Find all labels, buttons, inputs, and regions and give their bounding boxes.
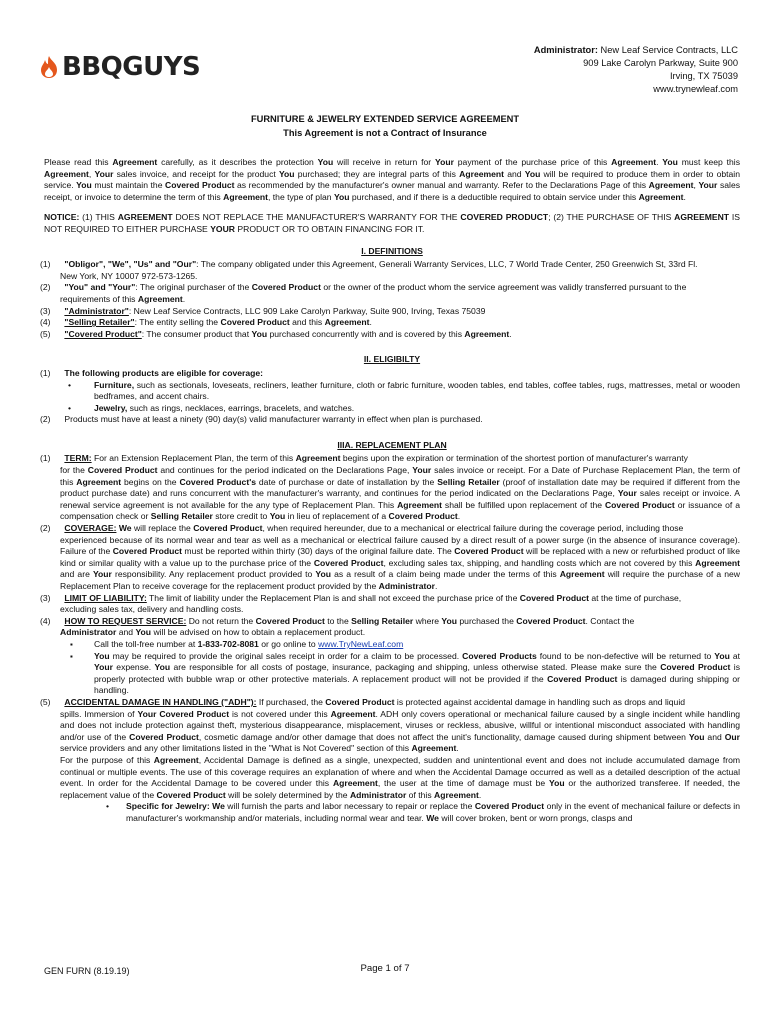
definition-item: (3) "Administrator": New Leaf Service Contracts, LLC 909 Lake Carolyn Parkway, Suite 900, Irving, Texas 75039	[40, 305, 486, 316]
intro-paragraph: Please read this Agreement carefully, as it describes the protection You will receive in return for Your payment of the purchase price of this Agreement. You must keep this Agreement, Your sales invoice, and receipt for the product You purchased; they are integral parts of this Agreement and You will be required to produce them in order to obtain service. You must maintain the Covered Product as recommended by the manufacturer's owner manual and warranty. Refer to the Declarations Page of this Agreement, Your sales receipt, or invoice to determine the term of this Agreement, the type of plan You purchased, and if there is a deductible required to obtain service under this Agreement.	[44, 157, 741, 202]
trynewleaf-link[interactable]: www.TryNewLeaf.com	[318, 638, 404, 649]
admin-website: www.trynewleaf.com	[653, 84, 738, 94]
logo-text: BBQGUYS	[62, 52, 201, 82]
definition-item: (5) "Covered Product": The consumer product that You purchased concurrently with and is covered by this Agreement.	[40, 328, 512, 339]
agreement-body: Please read this Agreement carefully, as it describes the protection You will receive in return for Your payment of the purchase price of this Agreement. You must keep this Agreement, Your sales invoice, and receipt for the product You purchased; they are integral parts of this Agreement and You will be required to produce them in order to obtain service. You must maintain the Covered Product as recommended by the manufacturer's owner manual and warranty. Refer to the Declarations Page of this Agreement, Your sales receipt, or invoice to determine the term of this Agreement, the type of plan You purchased, and if there is a deductible required to obtain service under this Agreement. NOTICE: (1) THIS AGREEMENT DOES NOT REPLACE THE MANUFACTURER'S WARRANTY FOR THE COVERED PRODUCT; (2) THE PURCHASE OF THIS AGREEMENT IS NOT REQUIRED TO EITHER PURCHASE YOUR PRODUCT OR TO OBTAIN FINANCING FOR IT. I. DEFINITIONS (1) "Obligor", "We", "Us" and "Our": The company obligated under this Agreement, Generali Warranty Services, LLC, 7 World Trade Center, 250 Greenwich St, 33rd Fl. New York, NY 10007 972-573-1265. (2) "You" and "Your": The original purchaser of the Covered Product or the owner of the product whom the service agreement was validly transferred pursuant to the requirements of this Agreement. (3) "Administrator": New Leaf Service Contracts, LLC 909 Lake Carolyn Parkway, Suite 900, Irving, Texas 75039 (4) "Selling Retailer": The entity selling the Covered Product and this Agreement. (5) "Covered Product": The consumer product that You purchased concurrently with and is covered by this Agreement. II. ELIGIBILTY (1) The following products are eligible for coverage: • Furniture, such as sectionals, loveseats, recliners, leather furniture, cloth or fabric furniture, wooden tables, end tables, coffee tables, rugs, mattresses, metal or wooden bedframes, and accent chairs. • Jewelry, such as rings, necklaces, earrings, bracelets, and watches. (2) Products must have at least a ninety (90) day(s) valid manufacturer warranty in effect when plan is purchased. IIIA. REPLACEMENT PLAN (1) TERM: For an Extension Replacement Plan, the term of this Agreement begins upon the expiration or termination of the shortest portion of manufacturer's warranty for the Covered Product and continues for the period indicated on the Declarations Page, Your sales invoice or receipt. For a Date of Purchase Replacement Plan, the term of this Agreement begins on the Covered Product's date of purchase or date of installation by the Selling Retailer (proof of installation date may be required if different from the product purchase date) and runs concurrent with the manufacturer's warranty, and continues for the period indicated on the Declarations Page, Your sales receipt or invoice. A renewal service agreement is not available for the any type of Replacement Plan. This Agreement shall be fulfilled upon replacement of the Covered Product or issuance of a compensation check or Selling Retailer store credit to You in lieu of replacement of a Covered Product. (2) COVERAGE: We will replace the Covered Product, when required hereunder, due to a mechanical or electrical failure during the coverage period, including those experienced because of its normal wear and tear as well as a mechanical or electrical failure caused by a direct result of a power surge (in the absence of insurance coverage). Failure of the Covered Product must be reported within thirty (30) days of the original failure date. The Covered Product will be replaced with a new or refurbished product of like kind or similar quality with a value up to the purchase price of the Covered Product, excluding sales tax, shipping, and handling costs which are not covered by this Agreement and are Your responsibility. Any replacement product provided to You as a result of a claim being made under the terms of this Agreement will require the purchase of a new Replacement Plan to receive coverage for the replacement product provided by the Administrator. (3) LIMIT OF LIABILITY: The limit of liability under the Replacement Plan is and shall not exceed the purchase price of the Covered Product at the time of purchase, excluding sales tax, delivery and handling costs. (4) HOW TO REQUEST SERVICE: Do not return the Covered Product to the Selling Retailer where You purchased the Covered Product. Contact the Administrator and You will be advised on how to obtain a replacement product. ▪ Call the toll-free number at 1-833-702-8081 or go online to www.TryNewLeaf.com ▪ You may be required to provide the original sales receipt in order for a claim to be processed. Covered Products found to be non-defective will be returned to You at Your expense. You are responsible for all costs of postage, insurance, packaging and shipping, unless otherwise stated. Please make sure the Covered Product is properly protected with bubble wrap or other protective materials. A replacement product will not be provided if the Covered Product is damaged during shipping or handling. (5) ACCIDENTAL DAMAGE IN HANDLING ("ADH"): If purchased, the Covered Product is protected against accidental damage in handling such as drops and liquid spills. Immersion of Your Covered Product is not covered under this Agreement. ADH only covers operational or mechanical failure caused by a single incident while handling and does not include protection against theft, mysterious disappearance, misplacement, viruses or reckless, abusive, willful or intentional misconduct associated with handling and/or use of the Covered Product, cosmetic damage and/or other damage that does not affect the unit's functionality, damage caused during shipment between You and Our service providers and any other limitations listed in the "What is Not Covered" section of this Agreement. For the purpose of this Agreement, Accidental Damage is defined as a single, unexpected, sudden and unintentional event and does not include accumulated damage from continual or multiple events. The use of this coverage requires an explanation of where and when the Accidental Damage occurred as well as a detailed description of the actual event. In order for the Accidental Damage to be covered under this Agreement, the user at the time of damage must be You or the authorized transferee. If needed, the replacement value of the Covered Product will be solely determined by the Administrator of this Agreement. • Specific for Jewelry: We will furnish the parts and labor necessary to repair or replace the Covered Product only in the event of mechanical failure or defects in manufacturer's workmanship and/or materials, including normal wear and tear. We will cover broken, bent or worn prongs, clasps and	[40, 157, 741, 823]
replacement-item-adh: (5) ACCIDENTAL DAMAGE IN HANDLING ("ADH"): If purchased, the Covered Product is protected against accidental damage in handling such as drops and liquid	[40, 696, 686, 707]
replacement-item-request: (4) HOW TO REQUEST SERVICE: Do not return the Covered Product to the Selling Retailer where You purchased the Covered Product. Contact the	[40, 615, 635, 626]
request-bullet: ▪ Call the toll-free number at 1-833-702-8081 or go online to www.TryNewLeaf.com	[70, 638, 404, 649]
document-subtitle: This Agreement is not a Contract of Insurance	[283, 128, 487, 138]
admin-address-2: Irving, TX 75039	[669, 71, 738, 81]
admin-name: New Leaf Service Contracts, LLC	[600, 45, 738, 55]
replacement-item-term: (1) TERM: For an Extension Replacement Plan, the term of this Agreement begins upon the expiration or termination of the shortest portion of manufacturer's warranty	[40, 453, 688, 464]
admin-label: Administrator:	[533, 45, 598, 55]
document-title: FURNITURE & JEWELRY EXTENDED SERVICE AGREEMENT	[250, 114, 520, 124]
adh-bullet: • Specific for Jewelry: We will furnish the parts and labor necessary to repair or replace the Covered Product only in the event of mechanical failure or defects in manufacturer's workmanship and/or materials, including normal wear and tear. We will cover broken, bent or worn prongs, clasps and	[106, 801, 740, 823]
replacement-item-coverage: (2) COVERAGE: We will replace the Covered Product, when required hereunder, due to a mechanical or electrical failure during the coverage period, including those	[40, 523, 684, 534]
eligibility-item: (2) Products must have at least a ninety (90) day(s) valid manufacturer warranty in effect when plan is purchased.	[40, 414, 483, 425]
section-eligibility-heading: II. ELIGIBILTY	[363, 354, 421, 365]
request-bullet: ▪ You may be required to provide the original sales receipt in order for a claim to be processed. Covered Products found to be non-defective will be returned to You at Your expense. You are responsible for all costs of postage, insurance, packaging and shipping, unless otherwise stated. Please make sure the Covered Product is properly protected with bubble wrap or other protective materials. A replacement product will not be provided if the Covered Product is damaged during shipping or handling.	[70, 650, 741, 696]
section-replacement-heading: IIIA. REPLACEMENT PLAN	[337, 439, 447, 450]
eligibility-bullet: • Furniture, such as sectionals, loveseats, recliners, leather furniture, cloth or fabric furniture, wooden tables, end tables, coffee tables, rugs, mattresses, metal or wooden bedframes, and accent chairs.	[68, 379, 740, 402]
flame-icon	[38, 55, 60, 79]
section-definitions-heading: I. DEFINITIONS	[361, 245, 423, 256]
definition-item: (4) "Selling Retailer": The entity selling the Covered Product and this Agreement.	[40, 317, 372, 328]
form-code: GEN FURN (8.19.19)	[44, 966, 130, 976]
notice-paragraph: NOTICE: (1) THIS AGREEMENT DOES NOT REPLACE THE MANUFACTURER'S WARRANTY FOR THE COVERED PRODUCT; (2) THE PURCHASE OF THIS AGREEMENT IS NOT REQUIRED TO EITHER PURCHASE YOUR PRODUCT OR TO OBTAIN FINANCING FOR IT.	[44, 212, 741, 234]
title-block	[0, 112, 770, 140]
definition-item: (1) "Obligor", "We", "Us" and "Our": The company obligated under this Agreement, Generali Warranty Services, LLC, 7 World Trade Center, 250 Greenwich St, 33rd Fl.	[40, 259, 698, 270]
eligibility-item: (1) The following products are eligible for coverage:	[40, 367, 264, 378]
page-number: Page 1 of 7	[360, 963, 410, 974]
definition-item: (2) "You" and "Your": The original purchaser of the Covered Product or the owner of the product whom the service agreement was validly transferred pursuant to the	[40, 282, 687, 293]
admin-address-1: 909 Lake Carolyn Parkway, Suite 900	[583, 58, 738, 68]
administrator-block	[534, 44, 738, 96]
eligibility-bullet: • Jewelry, such as rings, necklaces, earrings, bracelets, and watches.	[68, 402, 355, 413]
replacement-item-liability: (3) LIMIT OF LIABILITY: The limit of liability under the Replacement Plan is and shall not exceed the purchase price of the Covered Product at the time of purchase,	[40, 592, 682, 603]
bbqguys-logo	[38, 52, 200, 82]
